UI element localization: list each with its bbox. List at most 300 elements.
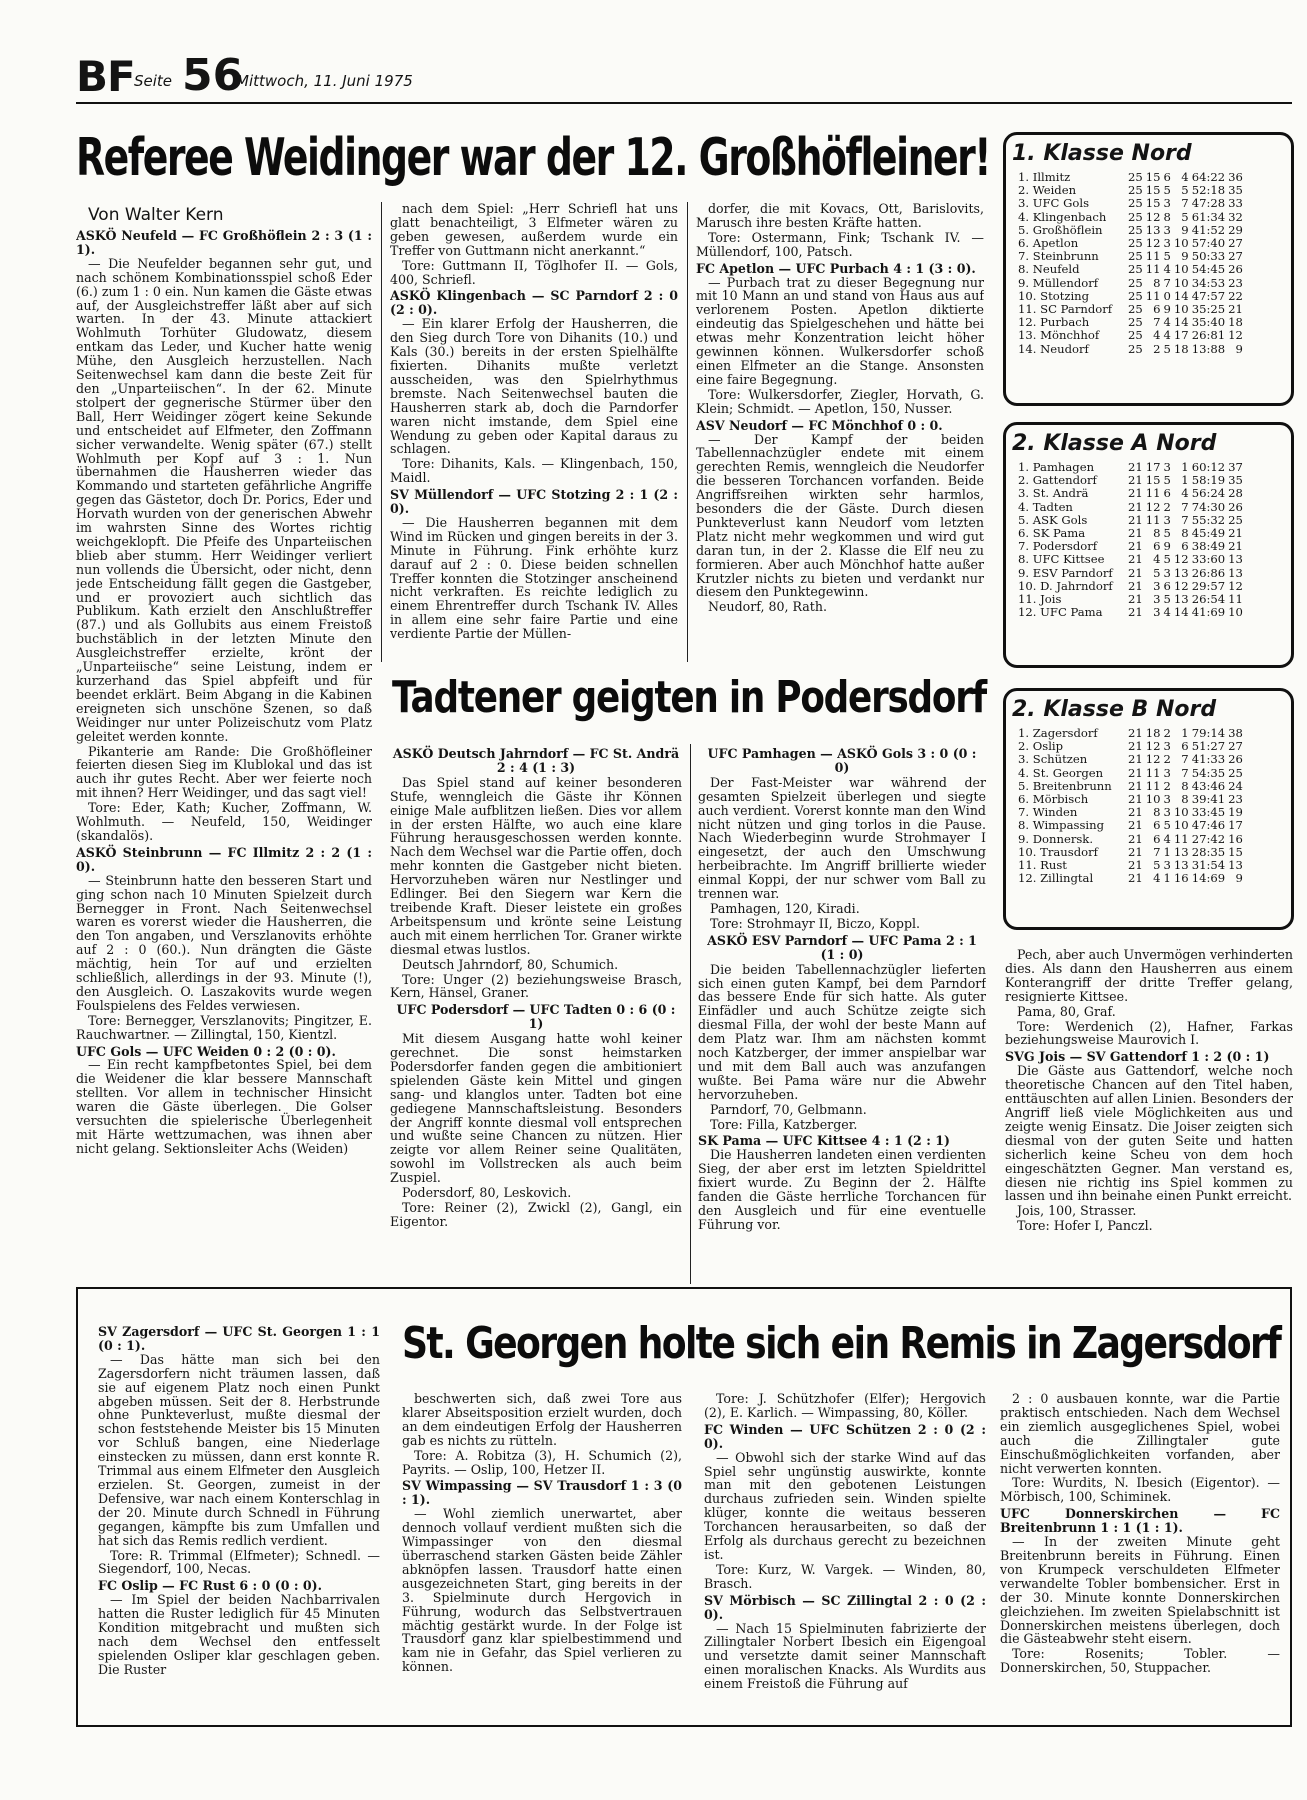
stat-cell: 19 xyxy=(1228,805,1243,820)
stat-cell: 3 xyxy=(1153,592,1161,607)
stat-cell: 12 xyxy=(1145,739,1161,754)
article-paragraph: Tore: Eder, Kath; Kucher, Zoffmann, W. Wohlmuth. — Neufeld, 150, Weidinger (skandalös). xyxy=(76,800,372,843)
stat-cell: 4 xyxy=(1153,328,1161,343)
article-paragraph: Pama, 80, Graf. xyxy=(1017,1003,1116,1019)
stat-cell: 52:18 xyxy=(1191,183,1226,198)
team-cell: 1. Illmitz xyxy=(1018,170,1071,184)
stat-cell: 21 xyxy=(1128,565,1143,580)
stat-cell: 2 xyxy=(1163,726,1171,740)
league-table-title: 2. Klasse B Nord xyxy=(1012,697,1217,722)
stat-cell: 4 xyxy=(1163,605,1171,620)
article-paragraph: Tore: Reiner (2), Zwickl (2), Gangl, ein Eigentor. xyxy=(390,1200,682,1229)
table-row xyxy=(1018,606,1246,619)
stat-cell: 56:24 xyxy=(1191,486,1226,501)
stat-cell: 21 xyxy=(1128,726,1143,740)
stat-cell: 8 xyxy=(1163,209,1171,224)
stat-cell: 37 xyxy=(1228,460,1243,474)
stat-cell: 21 xyxy=(1228,539,1243,554)
league-table-2-klasse-a-nord xyxy=(1003,422,1294,668)
article-paragraph: Tore: A. Robitza (3), H. Schumich (2), Payrits. — Oslip, 100, Hetzer II. xyxy=(402,1447,682,1477)
stat-cell: 6 xyxy=(1153,831,1161,846)
stat-cell: 2 xyxy=(1153,341,1161,356)
table-row xyxy=(1018,263,1246,276)
standings-table xyxy=(1018,727,1246,885)
stat-cell: 14 xyxy=(1173,315,1189,330)
match-heading: FC Apetlon — UFC Purbach 4 : 1 (3 : 0). xyxy=(696,260,976,276)
stat-cell: 9 xyxy=(1235,341,1243,356)
stat-cell: 3 xyxy=(1163,858,1171,873)
stat-cell: 7 xyxy=(1153,315,1161,330)
stat-cell: 10 xyxy=(1228,605,1243,620)
stat-cell: 3 xyxy=(1163,565,1171,580)
team-cell: 6. Apetlon xyxy=(1018,236,1079,251)
team-cell: 9. Müllendorf xyxy=(1018,275,1099,290)
stat-cell: 7 xyxy=(1181,752,1189,767)
stat-cell: 1 xyxy=(1181,726,1189,740)
stat-cell: 29:57 xyxy=(1191,578,1226,593)
team-cell: 3. Schützen xyxy=(1018,752,1088,767)
stat-cell: 15 xyxy=(1145,183,1161,198)
stat-cell: 5 xyxy=(1153,858,1161,873)
page-number: 56 xyxy=(182,50,244,101)
stat-cell: 7 xyxy=(1181,765,1189,780)
stat-cell: 25 xyxy=(1128,222,1143,237)
article-paragraph: Parndorf, 70, Gelbmann. xyxy=(710,1101,867,1117)
stat-cell: 32 xyxy=(1228,209,1243,224)
stat-cell: 10 xyxy=(1173,818,1189,833)
stat-cell: 13 xyxy=(1173,592,1189,607)
article-paragraph: Tore: Wurdits, N. Ibesich (Eigentor). — Mörbisch, 100, Schiminek. xyxy=(1000,1475,1280,1505)
table-row xyxy=(1018,819,1246,832)
stat-cell: 13 xyxy=(1173,858,1189,873)
team-cell: 12. Zillingtal xyxy=(1018,871,1094,886)
stat-cell: 31:54 xyxy=(1191,858,1226,873)
stat-cell: 3 xyxy=(1163,805,1171,820)
stat-cell: 26 xyxy=(1228,262,1243,277)
team-cell: 11. Rust xyxy=(1018,858,1067,873)
team-cell: 11. Jois xyxy=(1018,592,1062,607)
match-heading: FC Oslip — FC Rust 6 : 0 (0 : 0). xyxy=(98,1578,322,1594)
stat-cell: 21 xyxy=(1228,302,1243,317)
stat-cell: 27 xyxy=(1228,739,1243,754)
table-row xyxy=(1018,767,1246,780)
stat-cell: 8 xyxy=(1153,805,1161,820)
team-cell: 3. UFC Gols xyxy=(1018,196,1090,211)
stat-cell: 39:41 xyxy=(1191,792,1226,807)
stat-cell: 12 xyxy=(1228,328,1243,343)
table-row xyxy=(1018,833,1246,846)
team-cell: 7. Steinbrunn xyxy=(1018,249,1099,264)
stat-cell: 6 xyxy=(1153,302,1161,317)
article-paragraph: Deutsch Jahrndorf, 80, Schumich. xyxy=(402,956,619,972)
stat-cell: 11 xyxy=(1145,486,1161,501)
stat-cell: 1 xyxy=(1163,871,1171,886)
article-paragraph: — Das hätte man sich bei den Zagersdorfern nicht träumen lassen, daß sie auf eigenem Platz noch einen Punkt abgeben müssen. Seit der 8. Herbstrunde ohne Punkteverlust, mußte diesmal der schon feststehende Meister bis 15 Minuten vor Schluß bangen, eine Niederlage einstecken zu müssen, dann erst konnte R. Trimmal aus einem Elfmeter den Ausgleich erzielen. St. Georgen, zumeist in der Defensive, war nach einem Konterschlag in der 20. Minute durch Schnedl in Führung gegangen, kämpfte bis zum Umfallen und hat sich das Remis redlich verdient. xyxy=(98,1351,380,1548)
stat-cell: 13 xyxy=(1173,565,1189,580)
article-paragraph: — In der zweiten Minute geht Breitenbrunn bereits in Führung. Einen von Krumpeck verschuldeten Elfmeter verwandelte Tobler bombensicher. Erst in der 30. Minute konnte Donnerskirchen gleichziehen. Im zweiten Spielabschnitt ist Donnerskirchen meistens überlegen, doch die Gästeabwehr steht eisern. xyxy=(1000,1534,1280,1647)
stat-cell: 38 xyxy=(1228,726,1243,740)
stat-cell: 25 xyxy=(1128,209,1143,224)
stat-cell: 6 xyxy=(1181,739,1189,754)
stat-cell: 15 xyxy=(1145,170,1161,184)
stat-cell: 3 xyxy=(1163,765,1171,780)
stat-cell: 36 xyxy=(1228,170,1243,184)
stat-cell: 21 xyxy=(1128,499,1143,514)
stat-cell: 25 xyxy=(1228,512,1243,527)
stat-cell: 22 xyxy=(1228,288,1243,303)
stat-cell: 1 xyxy=(1181,473,1189,488)
stat-cell: 41:52 xyxy=(1191,222,1226,237)
stat-cell: 25 xyxy=(1128,341,1143,356)
stat-cell: 28:35 xyxy=(1191,844,1226,859)
stat-cell: 13:88 xyxy=(1191,341,1226,356)
match-heading: SK Pama — UFC Kittsee 4 : 1 (2 : 1) xyxy=(698,1133,950,1149)
article-paragraph: — Obwohl sich der starke Wind auf das Spiel sehr ungünstig auswirkte, konnte man mit den gebotenen Leistungen durchaus zufrieden sein. Winden spielte klüger, konnte die weitaus besseren Torchancen herausarbeiten, so daß der Erfolg als durchaus gerecht zu bezeichnen ist. xyxy=(704,1449,986,1562)
column-divider xyxy=(690,744,691,1284)
stat-cell: 10 xyxy=(1173,275,1189,290)
stat-cell: 25 xyxy=(1228,765,1243,780)
team-cell: 3. St. Andrä xyxy=(1018,486,1089,501)
table-row xyxy=(1018,553,1246,566)
table-row xyxy=(1018,329,1246,342)
stat-cell: 3 xyxy=(1153,578,1161,593)
stat-cell: 1 xyxy=(1181,460,1189,474)
stat-cell: 50:33 xyxy=(1191,249,1226,264)
stat-cell: 12 xyxy=(1145,499,1161,514)
table-row xyxy=(1018,753,1246,766)
match-heading: ASKÖ Steinbrunn — FC Illmitz 2 : 2 (1 : 0). xyxy=(76,844,372,874)
article-paragraph: Die Hausherren landeten einen verdienten Sieg, der aber erst im letzten Spieldrittel fixiert wurde. Zu Beginn der 2. Hälfte fanden die Gäste herrliche Torchancen für den Ausgleich und für eine eventuelle Führung vor. xyxy=(698,1147,986,1232)
team-cell: 7. Winden xyxy=(1018,805,1078,820)
stat-cell: 9 xyxy=(1163,539,1171,554)
stat-cell: 12 xyxy=(1173,578,1189,593)
stat-cell: 21 xyxy=(1128,539,1143,554)
stat-cell: 23 xyxy=(1228,792,1243,807)
stat-cell: 10 xyxy=(1173,302,1189,317)
stat-cell: 15 xyxy=(1145,196,1161,211)
article-paragraph: Tore: Guttmann II, Töglhofer II. — Gols, 400, Schriefl. xyxy=(390,257,678,287)
team-cell: 5. ASK Gols xyxy=(1018,512,1088,527)
stat-cell: 8 xyxy=(1181,526,1189,541)
team-cell: 5. Großhöflein xyxy=(1018,222,1103,237)
article-paragraph: — Steinbrunn hatte den besseren Start und ging schon nach 10 Minuten Spielzeit durch Bernegger in Front. Nach Seitenwechsel waren es vorerst wieder die Hausherren, die den Ton angaben, und Verszlanovits erhöhte auf 2 : 0 (60.). Nun drängten die Gäste mächtig, hein Tor auf und erzielten schließlich, allerdings in der 93. Minute (!), den Ausgleich. O. Laszakovits wurde wegen Foulspielens des Feldes verwiesen. xyxy=(76,872,372,1013)
stat-cell: 11 xyxy=(1145,512,1161,527)
stat-cell: 21 xyxy=(1128,858,1143,873)
stat-cell: 10 xyxy=(1173,805,1189,820)
stat-cell: 3 xyxy=(1153,605,1161,620)
team-cell: 9. Donnersk. xyxy=(1018,831,1094,846)
stat-cell: 27 xyxy=(1228,249,1243,264)
stat-cell: 13 xyxy=(1228,565,1243,580)
stat-cell: 6 xyxy=(1163,170,1171,184)
stat-cell: 26:54 xyxy=(1191,592,1226,607)
stat-cell: 27 xyxy=(1228,236,1243,251)
headline-bottom: St. Georgen holte sich ein Remis in Zagersdorf xyxy=(402,1318,1281,1369)
stat-cell: 9 xyxy=(1163,302,1171,317)
article-column-6 xyxy=(1005,948,1293,1284)
stat-cell: 7 xyxy=(1153,844,1161,859)
stat-cell: 5 xyxy=(1163,552,1171,567)
stat-cell: 10 xyxy=(1173,262,1189,277)
article-paragraph: Das Spiel stand auf keiner besonderen Stufe, wenngleich die Gäste ihr Können einige Male aufblitzen ließen. Dies vor allem in der ersten Hälfte, wo auch eine klare Führung herausgeschossen werden konnte. Nach dem Wechsel war die Partie offen, doch mehr konnten die Gastgeber nicht bieten. Hervorzuheben wären nur Nestlinger und Edlinger. Bei den Siegern war Kern die treibende Kraft. Dieser leistete ein großes Arbeitspensum und krönte seine Leistung auch mit einem herrlichen Tor. Graner wirkte diesmal etwas lustlos. xyxy=(390,774,682,957)
stat-cell: 8 xyxy=(1181,778,1189,793)
stat-cell: 25 xyxy=(1128,288,1143,303)
match-heading: SV Zagersdorf — UFC St. Georgen 1 : 1 (0 : 1). xyxy=(98,1324,380,1353)
article-paragraph: dorfer, die mit Kovacs, Ott, Barislovits, Marusch ihre besten Kräfte hatten. xyxy=(696,202,984,230)
article-column-4 xyxy=(390,744,682,1284)
stat-cell: 34:53 xyxy=(1191,275,1226,290)
article-paragraph: Mit diesem Ausgang hatte wohl keiner gerechnet. Die sonst heimstarken Podersdorfer fanden gegen die ambitioniert spielenden Gäste kein Mittel und gingen sang- und klanglos unter. Tadten bot eine gediegene Mannschaftsleistung. Besonders der Angriff konnte diesmal voll entsprechen und wußte seine Chancen zu nützen. Hier zeigte vor allem Reiner seine Qualitäten, sowohl im Vollstrecken als auch beim Zuspiel. xyxy=(390,1031,682,1186)
stat-cell: 25 xyxy=(1128,170,1143,184)
stat-cell: 12 xyxy=(1173,552,1189,567)
stat-cell: 74:30 xyxy=(1191,499,1226,514)
team-cell: 6. Mörbisch xyxy=(1018,792,1089,807)
stat-cell: 11 xyxy=(1145,778,1161,793)
article-column-3 xyxy=(696,202,984,662)
stat-cell: 21 xyxy=(1128,526,1143,541)
table-row xyxy=(1018,277,1246,290)
stat-cell: 5 xyxy=(1153,565,1161,580)
article-paragraph: — Die Neufelder begannen sehr gut, und nach schönem Kombinationsspiel schoß Eder (6.) zum 1 : 0 ein. Nun kamen die Gäste etwas auf, der Ausgleichstreffer läßt aber auf sich warten. In der 43. Minute attackiert Wohlmuth Torhüter Gludowatz, diesem entkam das Leder, und Kucher hatte wenig Mühe, den Ausgleich herzustellen. Nach Seitenwechsel kam dann die beste Zeit für den „Unparteiischen“. In der 62. Minute stolpert der gegnerische Stürmer über den Ball, Herr Weidinger zögert keine Sekunde und entscheidet auf Elfmeter, den Zoffmann sicher verwandelte. Wenig später (67.) stellt Wohlmuth per Kopf auf 3 : 1. Nun übernahmen die Hausherren wieder das Kommando und starteten gefährliche Angriffe gegen das Gästetor, doch Dr. Porics, Eder und Horvath wurden von der generischen Abwehr im wahrsten Sinne des Wortes richtig weichgeklopft. Die Pfeife des Unparteiischen blieb aber stumm. Herr Weidinger verliert nun vollends die Übersicht, oder nicht, denn jede Entscheidung fällt gegen die Gastgeber, und er provoziert auch sichtlich das Publikum. Kath erzielt den Anschlußtreffer (87.) und als Gollubits aus einem Freistoß buchstäblich in der letzten Minute den Ausgleichstreffer erzielte, krönt der „Unparteiische“ seine Leistung, indem er kurzerhand das Spiel abpfeift und für beendet erklärt. Beim Abgang in die Kabinen ereigneten sich unschöne Szenen, so daß Weidinger nur unter Polizeischutz vom Platz geleitet werden konnte. xyxy=(76,255,372,744)
bottom-column-1 xyxy=(98,1322,380,1722)
team-cell: 10. Trausdorf xyxy=(1018,844,1098,859)
stat-cell: 6 xyxy=(1163,578,1171,593)
team-cell: 2. Weiden xyxy=(1018,183,1077,198)
article-paragraph: Tore: J. Schützhofer (Elfer); Hergovich (2), E. Karlich. — Wimpassing, 80, Köller. xyxy=(704,1392,986,1420)
stat-cell: 25 xyxy=(1128,302,1143,317)
stat-cell: 16 xyxy=(1228,831,1243,846)
bottom-column-2 xyxy=(402,1392,682,1722)
stat-cell: 11 xyxy=(1173,831,1189,846)
article-paragraph: Tore: Bernegger, Verszlanovits; Pingitzer, E. Rauchwartner. — Zillingtal, 150, Kientzl. xyxy=(76,1012,372,1042)
stat-cell: 21 xyxy=(1128,486,1143,501)
team-cell: 12. Purbach xyxy=(1018,315,1090,330)
stat-cell: 15 xyxy=(1228,844,1243,859)
stat-cell: 4 xyxy=(1181,486,1189,501)
stat-cell: 58:19 xyxy=(1191,473,1226,488)
article-paragraph: — Purbach trat zu dieser Begegnung nur mit 10 Mann an und stand von Haus aus auf verlorenem Posten. Apetlon diktierte eindeutig das Spielgeschehen und hätte bei etwas mehr Konzentration leicht höher gewinnen können. Wulkersdorfer schoß einen Elfmeter an die Stange. Ansonsten eine faire Begegnung. xyxy=(696,274,984,387)
article-paragraph: Tore: Kurz, W. Vargek. — Winden, 80, Brasch. xyxy=(704,1561,986,1591)
stat-cell: 35:40 xyxy=(1191,315,1226,330)
stat-cell: 33:45 xyxy=(1191,805,1226,820)
stat-cell: 5 xyxy=(1163,473,1171,488)
stat-cell: 9 xyxy=(1235,871,1243,886)
match-heading: UFC Donnerskirchen — FC Breitenbrunn 1 : 1 (1 : 1). xyxy=(1000,1506,1280,1536)
article-paragraph: Tore: Filla, Katzberger. xyxy=(710,1116,858,1132)
stat-cell: 25 xyxy=(1128,262,1143,277)
byline: Von Walter Kern xyxy=(88,205,224,225)
article-paragraph: Neudorf, 80, Rath. xyxy=(708,599,827,615)
stat-cell: 3 xyxy=(1163,460,1171,474)
stat-cell: 21 xyxy=(1128,844,1143,859)
issue-date: Mittwoch, 11. Juni 1975 xyxy=(236,72,413,90)
match-heading: SV Wimpassing — SV Trausdorf 1 : 3 (0 : 1). xyxy=(402,1478,682,1508)
match-heading: ASKÖ Klingenbach — SC Parndorf 2 : 0 (2 : 0). xyxy=(390,288,678,318)
match-heading: UFC Podersdorf — UFC Tadten 0 : 6 (0 : 1) xyxy=(396,1002,676,1032)
stat-cell: 21 xyxy=(1128,765,1143,780)
match-heading: SV Müllendorf — UFC Stotzing 2 : 1 (2 : 0). xyxy=(390,487,678,517)
stat-cell: 28 xyxy=(1228,486,1243,501)
stat-cell: 25 xyxy=(1128,183,1143,198)
stat-cell: 5 xyxy=(1163,183,1171,198)
article-paragraph: — Ein recht kampfbetontes Spiel, bei dem die Weidener die klar bessere Mannschaft stellten. Vor allem in technischer Hinsicht waren die Gäste überlegen. Die Golser versuchten die spielerische Überlegenheit mit Härte wettzumachen, was ihnen aber nicht gelang. Sektionsleiter Achs (Weiden) xyxy=(76,1057,372,1156)
stat-cell: 64:22 xyxy=(1191,170,1226,184)
stat-cell: 18 xyxy=(1145,726,1161,740)
article-paragraph: Tore: R. Trimmal (Elfmeter); Schnedl. — Siegendorf, 100, Necas. xyxy=(98,1547,380,1577)
stat-cell: 55:32 xyxy=(1191,512,1226,527)
team-cell: 4. Tadten xyxy=(1018,499,1073,514)
stat-cell: 3 xyxy=(1163,739,1171,754)
stat-cell: 43:46 xyxy=(1191,778,1226,793)
stat-cell: 25 xyxy=(1128,236,1143,251)
stat-cell: 12 xyxy=(1228,578,1243,593)
article-paragraph: — Ein klarer Erfolg der Hausherren, die den Sieg durch Tore von Dihanits (10.) und Kals (30.) bereits in der ersten Spielhälfte fixierten. Dihanits mußte verletzt ausscheiden, was den Spielrhythmus bremste. Nach Seitenwechsel bauten die Hausherren stark ab, doch die Parndorfer waren nicht imstande, dem Spiel eine Wendung zu geben oder Kapital daraus zu schlagen. xyxy=(390,316,678,457)
table-row xyxy=(1018,211,1246,224)
stat-cell: 11 xyxy=(1228,592,1243,607)
stat-cell: 21 xyxy=(1128,552,1143,567)
stat-cell: 12 xyxy=(1145,236,1161,251)
team-cell: 4. Klingenbach xyxy=(1018,209,1107,224)
stat-cell: 0 xyxy=(1163,288,1171,303)
stat-cell: 57:40 xyxy=(1191,236,1226,251)
stat-cell: 5 xyxy=(1163,526,1171,541)
league-table-2-klasse-b-nord xyxy=(1003,688,1294,930)
stat-cell: 61:34 xyxy=(1191,209,1226,224)
stat-cell: 16 xyxy=(1173,871,1189,886)
article-paragraph: — Der Kampf der beiden Tabellennachzügler endete mit einem gerechten Remis, wenngleich die Neudorfer die besseren Torchancen vorfanden. Beide Angriffsreihen wirkten sehr harmlos, besonders die der Gäste. Durch diesen Punkteverlust kann Neudorf vom letzten Platz nicht mehr wegkommen und wird gut daran tun, in der 2. Klasse die Elf neu zu formieren. Aber auch Mönchhof hatte außer Krutzler nichts zu bieten und verdankt nur diesem den Punktegewinn. xyxy=(696,431,984,600)
league-table-1-klasse-nord xyxy=(1003,132,1294,406)
stat-cell: 17 xyxy=(1145,460,1161,474)
stat-cell: 60:12 xyxy=(1191,460,1226,474)
stat-cell: 9 xyxy=(1181,249,1189,264)
team-cell: 5. Breitenbrunn xyxy=(1018,778,1112,793)
article-column-5 xyxy=(698,744,986,1284)
stat-cell: 21 xyxy=(1128,460,1143,474)
article-paragraph: Tore: Wulkersdorfer, Ziegler, Horvath, G. Klein; Schmidt. — Apetlon, 150, Nusser. xyxy=(696,386,984,416)
stat-cell: 4 xyxy=(1163,262,1171,277)
stat-cell: 14:69 xyxy=(1191,871,1226,886)
match-heading: ASKÖ ESV Parndorf — UFC Pama 2 : 1 (1 : 0) xyxy=(707,932,977,962)
team-cell: 13. Mönchhof xyxy=(1018,328,1100,343)
stat-cell: 17 xyxy=(1173,328,1189,343)
table-row xyxy=(1018,487,1246,500)
article-column-1 xyxy=(76,204,372,1290)
stat-cell: 79:14 xyxy=(1191,726,1226,740)
stat-cell: 54:35 xyxy=(1191,765,1226,780)
article-paragraph: Der Fast-Meister war während der gesamten Spielzeit überlegen und siegte auch verdient. Vorerst konnte man den Wind nicht nützen und ging torlos in die Pause. Nach Wiederbeginn wurde Strohmayer I eingesetzt, der auch den Umschwung herbeibrachte. Im Angriff brillierte wieder einmal Koppi, der nur schwer vom Ball zu trennen war. xyxy=(698,774,986,902)
stat-cell: 3 xyxy=(1163,236,1171,251)
stat-cell: 26 xyxy=(1228,752,1243,767)
article-paragraph: — Die Hausherren begannen mit dem Wind im Rücken und gingen bereits in der 3. Minute in Führung. Fink erhöhte kurz darauf auf 2 : 0. Diese beiden schnellen Treffer konnten die Stotzinger anscheinend nicht verkraften. Es reichte lediglich zu einem Ehrentreffer durch Tschank IV. Alles in allem eine sehr faire Partie und eine verdiente Partie der Müllen- xyxy=(390,514,678,642)
match-heading: ASKÖ Neufeld — FC Großhöflein 2 : 3 (1 : 1). xyxy=(76,228,372,257)
article-paragraph: Tore: Werdenich (2), Hafner, Farkas beziehungsweise Maurovich I. xyxy=(1005,1018,1293,1048)
stat-cell: 51:27 xyxy=(1191,739,1226,754)
article-paragraph: Pikanterie am Rande: Die Großhöfleiner feierten diesen Sieg im Klublokal und das ist auch ihr gutes Recht. Aber wer feierte noch mit ihnen? Herr Weidinger, und das sagt viel! xyxy=(76,743,372,801)
match-heading: FC Winden — UFC Schützen 2 : 0 (2 : 0). xyxy=(704,1421,986,1451)
stat-cell: 8 xyxy=(1153,275,1161,290)
article-paragraph: 2 : 0 ausbauen konnte, war die Partie praktisch entschieden. Nach dem Wechsel ein ziemlich ausgeglichenes Spiel, wobei auch die Zillingtaler gute Einschußmöglichkeiten vorfanden, aber nicht verwerten konnten. xyxy=(1000,1392,1280,1476)
stat-cell: 27:42 xyxy=(1191,831,1226,846)
stat-cell: 6 xyxy=(1163,486,1171,501)
stat-cell: 23 xyxy=(1228,275,1243,290)
article-paragraph: nach dem Spiel: „Herr Schriefl hat uns glatt benachteiligt, 3 Elfmeter wären zu geben gewesen, außerdem wurde ein Treffer von Guttmann nicht anerkannt.“ xyxy=(390,202,678,258)
stat-cell: 10 xyxy=(1173,236,1189,251)
team-cell: 8. UFC Kittsee xyxy=(1018,552,1105,567)
stat-cell: 41:69 xyxy=(1191,605,1226,620)
stat-cell: 25 xyxy=(1128,328,1143,343)
stat-cell: 35 xyxy=(1228,473,1243,488)
stat-cell: 21 xyxy=(1128,792,1143,807)
stat-cell: 21 xyxy=(1128,805,1143,820)
team-cell: 12. UFC Pama xyxy=(1018,605,1103,620)
table-row xyxy=(1018,343,1246,356)
page-label: Seite xyxy=(134,72,173,90)
stat-cell: 24 xyxy=(1228,778,1243,793)
article-paragraph: Die Gäste aus Gattendorf, welche noch theoretische Chancen auf den Titel haben, enttäuschten auf allen Linien. Besonders der Angriff ließ viele Möglichkeiten aus und zeigte wenig Einsatz. Die Joiser zeigten sich diesmal von der guten Seite und hatten sicherlich keine Scheu von dem hoch eingeschätzten Gegner. Man verstand es, diesen nie richtig ins Spiel kommen zu lassen und ihn beinahe einen Punkt erreicht. xyxy=(1005,1063,1293,1204)
team-cell: 6. SK Pama xyxy=(1018,526,1086,541)
logo: BF xyxy=(76,52,135,101)
match-heading: ASKÖ Deutsch Jahrndorf — FC St. Andrä 2 : 4 (1 : 3) xyxy=(392,746,680,775)
standings-table xyxy=(1018,171,1246,356)
team-cell: 2. Oslip xyxy=(1018,739,1064,754)
stat-cell: 5 xyxy=(1181,183,1189,198)
stat-cell: 11 xyxy=(1145,262,1161,277)
stat-cell: 21 xyxy=(1128,512,1143,527)
stat-cell: 12 xyxy=(1145,209,1161,224)
stat-cell: 10 xyxy=(1145,792,1161,807)
stat-cell: 7 xyxy=(1181,499,1189,514)
stat-cell: 12 xyxy=(1145,752,1161,767)
stat-cell: 3 xyxy=(1163,512,1171,527)
league-table-title: 1. Klasse Nord xyxy=(1012,141,1192,166)
article-column-2 xyxy=(390,202,678,662)
stat-cell: 21 xyxy=(1128,578,1143,593)
stat-cell: 11 xyxy=(1145,288,1161,303)
stat-cell: 25 xyxy=(1128,196,1143,211)
stat-cell: 3 xyxy=(1163,792,1171,807)
stat-cell: 21 xyxy=(1128,831,1143,846)
league-table-title: 2. Klasse A Nord xyxy=(1012,431,1217,456)
article-paragraph: Tore: Dihanits, Kals. — Klingenbach, 150, Maidl. xyxy=(390,456,678,486)
bottom-column-4 xyxy=(1000,1392,1280,1722)
column-divider xyxy=(687,202,688,662)
stat-cell: 21 xyxy=(1128,752,1143,767)
stat-cell: 5 xyxy=(1163,818,1171,833)
team-cell: 4. St. Georgen xyxy=(1018,765,1104,780)
stat-cell: 3 xyxy=(1163,196,1171,211)
stat-cell: 4 xyxy=(1153,552,1161,567)
stat-cell: 26:81 xyxy=(1191,328,1226,343)
match-heading: UFC Gols — UFC Weiden 0 : 2 (0 : 0). xyxy=(76,1043,336,1059)
article-paragraph: — Im Spiel der beiden Nachbarrivalen hatten die Ruster lediglich für 45 Minuten Kondition mitgebracht und mußten sich nach dem Wechsel den entfesselt spielenden Osliper klar geschlagen geben. Die Ruster xyxy=(98,1592,380,1677)
article-paragraph: — Nach 15 Spielminuten fabrizierte der Zillingtaler Norbert Ibesich ein Eigengoal und versetzte damit seiner Mannschaft einen moralischen Knacks. Als Wurdits aus einem Freistoß die Führung auf xyxy=(704,1620,986,1692)
team-cell: 14. Neudorf xyxy=(1018,341,1089,356)
stat-cell: 26:86 xyxy=(1191,565,1226,580)
standings-table xyxy=(1018,461,1246,619)
article-paragraph: Pech, aber auch Unvermögen verhinderten dies. Als dann den Hausherren aus einem Konterangriff der dritte Treffer gelang, resignierte Kittsee. xyxy=(1005,948,1293,1004)
team-cell: 10. Stotzing xyxy=(1018,288,1090,303)
stat-cell: 25 xyxy=(1128,249,1143,264)
stat-cell: 26 xyxy=(1228,499,1243,514)
stat-cell: 21 xyxy=(1228,526,1243,541)
article-paragraph: Tore: Strohmayr II, Biczo, Koppl. xyxy=(710,915,921,931)
team-cell: 1. Pamhagen xyxy=(1018,460,1095,474)
stat-cell: 14 xyxy=(1173,605,1189,620)
stat-cell: 8 xyxy=(1181,792,1189,807)
match-heading: ASV Neudorf — FC Mönchhof 0 : 0. xyxy=(696,417,943,433)
stat-cell: 45:49 xyxy=(1191,526,1226,541)
stat-cell: 7 xyxy=(1181,196,1189,211)
